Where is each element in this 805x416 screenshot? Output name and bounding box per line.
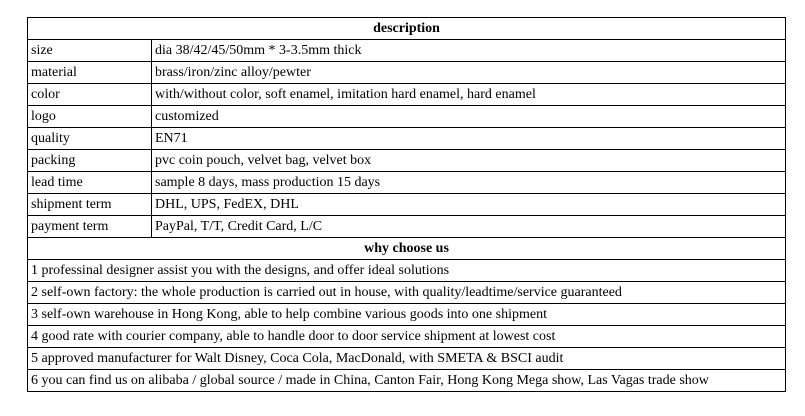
spec-value: PayPal, T/T, Credit Card, L/C xyxy=(152,216,786,238)
spec-value: with/without color, soft enamel, imitation hard enamel, hard enamel xyxy=(152,84,786,106)
spec-label: color xyxy=(28,84,152,106)
reason-text: 3 self-own warehouse in Hong Kong, able to help combine various goods into one shipment xyxy=(28,304,786,326)
spec-row-quality xyxy=(28,128,786,150)
why-choose-us-heading: why choose us xyxy=(28,238,786,260)
reason-row xyxy=(28,370,786,392)
spec-label: size xyxy=(28,40,152,62)
spec-value: brass/iron/zinc alloy/pewter xyxy=(152,62,786,84)
why-choose-us-header-row xyxy=(28,238,786,260)
spec-label: logo xyxy=(28,106,152,128)
spec-value: dia 38/42/45/50mm * 3-3.5mm thick xyxy=(152,40,786,62)
spec-value: customized xyxy=(152,106,786,128)
spec-label: payment term xyxy=(28,216,152,238)
spec-label: packing xyxy=(28,150,152,172)
reason-row xyxy=(28,282,786,304)
reason-row xyxy=(28,326,786,348)
spec-label: quality xyxy=(28,128,152,150)
spec-row-packing xyxy=(28,150,786,172)
reason-row xyxy=(28,260,786,282)
spec-row-lead-time xyxy=(28,172,786,194)
description-header-row xyxy=(28,18,786,40)
spec-row-material xyxy=(28,62,786,84)
product-spec-table xyxy=(27,17,786,392)
spec-row-logo xyxy=(28,106,786,128)
spec-value: pvc coin pouch, velvet bag, velvet box xyxy=(152,150,786,172)
spec-value: sample 8 days, mass production 15 days xyxy=(152,172,786,194)
spec-value: EN71 xyxy=(152,128,786,150)
spec-value: DHL, UPS, FedEX, DHL xyxy=(152,194,786,216)
reason-text: 1 professinal designer assist you with the designs, and offer ideal solutions xyxy=(28,260,786,282)
spec-label: lead time xyxy=(28,172,152,194)
spec-row-payment-term xyxy=(28,216,786,238)
spec-row-shipment-term xyxy=(28,194,786,216)
reason-text: 6 you can find us on alibaba / global source / made in China, Canton Fair, Hong Kong Mega show, Las Vagas trade show xyxy=(28,370,786,392)
spec-label: shipment term xyxy=(28,194,152,216)
description-heading: description xyxy=(28,18,786,40)
reason-text: 5 approved manufacturer for Walt Disney, Coca Cola, MacDonald, with SMETA & BSCI audit xyxy=(28,348,786,370)
spec-label: material xyxy=(28,62,152,84)
reason-row xyxy=(28,304,786,326)
reason-text: 2 self-own factory: the whole production is carried out in house, with quality/leadtime/service guaranteed xyxy=(28,282,786,304)
reason-row xyxy=(28,348,786,370)
reason-text: 4 good rate with courier company, able to handle door to door service shipment at lowest cost xyxy=(28,326,786,348)
spec-row-color xyxy=(28,84,786,106)
spec-row-size xyxy=(28,40,786,62)
